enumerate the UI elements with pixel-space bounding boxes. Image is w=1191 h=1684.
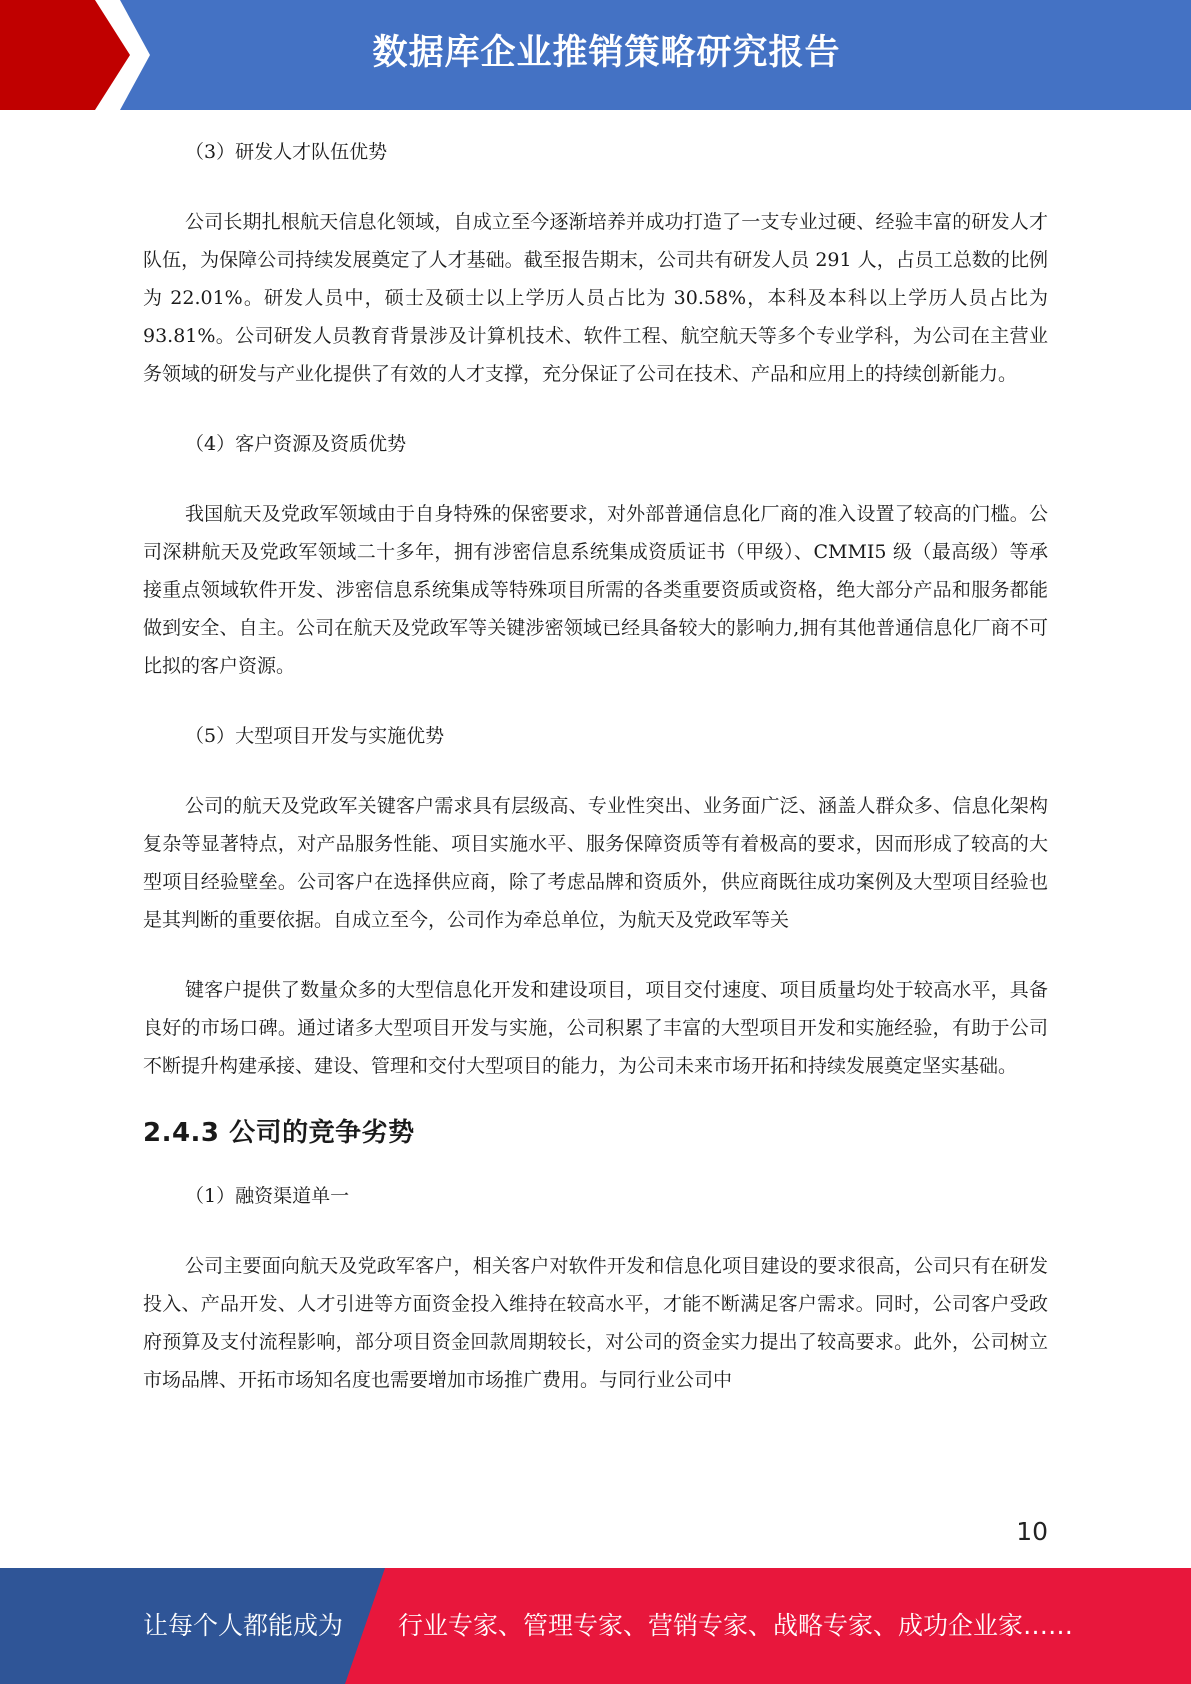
report-title: 数据库企业推销策略研究报告: [372, 33, 841, 73]
page-header: [0, 0, 1191, 110]
paragraph-financing: 公司主要面向航天及党政军客户，相关客户对软件开发和信息化项目建设的要求很高，公司只有在研发投入、产品开发、人才引进等方面资金投入维持在较高水平，才能不断满足客户需求。同时，公司客户受政府预算及支付流程影响，部分项目资金回款周期较长，对公司的资金实力提出了较高要求。此外，公司树立市场品牌、开拓市场知名度也需要增加市场推广费用。与同行业公司中: [143, 1255, 1048, 1391]
footer-slogan-left: 让每个人都能成为: [143, 1611, 344, 1640]
subheading-financing: （1）融资渠道单一: [185, 1185, 350, 1207]
subheading-large-projects: （5）大型项目开发与实施优势: [185, 725, 445, 747]
subheading-customer-resources: （4）客户资源及资质优势: [185, 433, 407, 455]
paragraph-rd-talent: 公司长期扎根航天信息化领域，自成立至今逐渐培养并成功打造了一支专业过硬、经验丰富的研发人才队伍，为保障公司持续发展奠定了人才基础。截至报告期末，公司共有研发人员 291 人，占员工总数的比例为 22.01%。研发人员中，硕士及硕士以上学历人员占比为 30.58%，本科及本科以上学历人员占比为 93.81%。公司研发人员教育背景涉及计算机技术、软件工程、航空航天等多个专业学科，为公司在主营业务领域的研发与产业化提供了有效的人才支撑，充分保证了公司在技术、产品和应用上的持续创新能力。: [143, 211, 1048, 385]
section-heading-disadvantages: 2.4.3 公司的竞争劣势: [143, 1118, 415, 1148]
paragraph-large-projects: 公司的航天及党政军关键客户需求具有层级高、专业性突出、业务面广泛、涵盖人群众多、信息化架构复杂等显著特点，对产品服务性能、项目实施水平、服务保障资质等有着极高的要求，因而形成了较高的大型项目经验壁垒。公司客户在选择供应商，除了考虑品牌和资质外，供应商既往成功案例及大型项目经验也是其判断的重要依据。自成立至今，公司作为牵总单位，为航天及党政军等关: [143, 795, 1048, 931]
page-footer: [0, 1568, 1191, 1684]
document-body: [143, 133, 1048, 1399]
footer-slogan-right: 行业专家、管理专家、营销专家、战略专家、成功企业家……: [398, 1611, 1074, 1640]
paragraph-large-projects-cont: 键客户提供了数量众多的大型信息化开发和建设项目，项目交付速度、项目质量均处于较高水平，具备良好的市场口碑。通过诸多大型项目开发与实施，公司积累了丰富的大型项目开发和实施经验，有助于公司不断提升构建承接、建设、管理和交付大型项目的能力，为公司未来市场开拓和持续发展奠定坚实基础。: [143, 979, 1048, 1077]
subheading-rd-talent: （3）研发人才队伍优势: [185, 141, 388, 163]
paragraph-customer-resources: 我国航天及党政军领域由于自身特殊的保密要求，对外部普通信息化厂商的准入设置了较高的门槛。公司深耕航天及党政军领域二十多年，拥有涉密信息系统集成资质证书（甲级）、CMMI5 级（最高级）等承接重点领域软件开发、涉密信息系统集成等特殊项目所需的各类重要资质或资格，绝大部分产品和服务都能做到安全、自主。公司在航天及党政军等关键涉密领域已经具备较大的影响力,拥有其他普通信息化厂商不可比拟的客户资源。: [143, 503, 1048, 677]
page-number: 10: [1016, 1517, 1048, 1546]
